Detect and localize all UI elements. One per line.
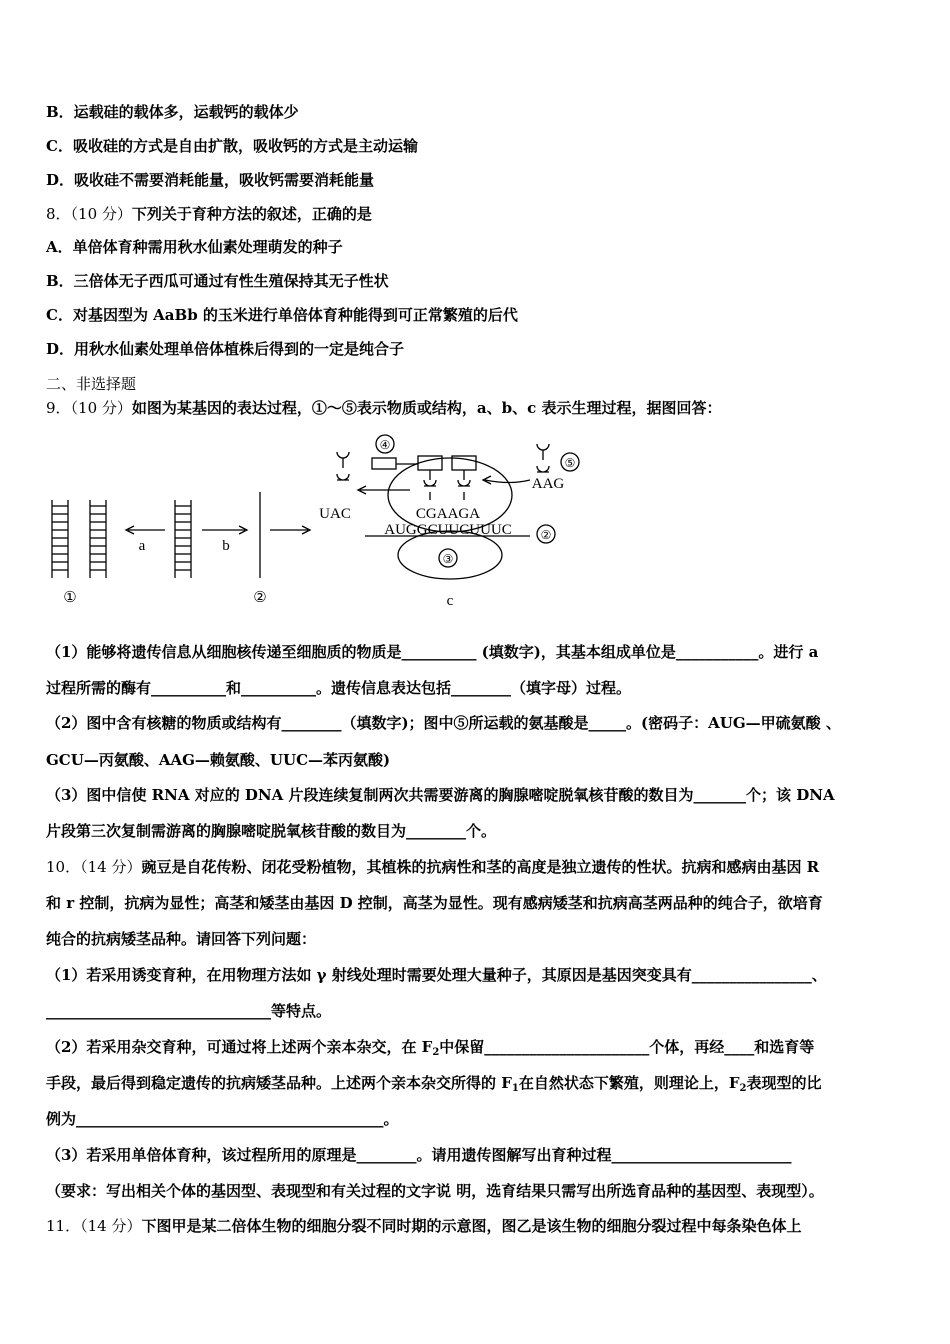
q11-stem [46, 1215, 801, 1237]
label-5: ⑤ [564, 456, 576, 470]
label-b: b [222, 538, 230, 554]
q9-part2-line2: GCU—丙氨酸、AAG—赖氨酸、UUC—苯丙氨酸) [46, 751, 391, 769]
q10-part2-line2-b: 在自然状态下繁殖，则理论上，F [518, 1074, 740, 1092]
dna-double-helix-right [90, 500, 106, 578]
anticodon-aag: AAG [531, 476, 565, 492]
trna-leaving [337, 452, 349, 480]
dna-double-helix-left [52, 500, 68, 578]
q8-stem [46, 203, 372, 225]
label-1: ① [63, 590, 77, 606]
q10-part2-line2-c: 表现型的比 [746, 1074, 822, 1092]
q10-part1-line1: （1）若采用诱变育种，在用物理方法如 γ 射线处理时需要处理大量种子，其原因是基因突变具有________________、 [46, 966, 827, 984]
q10-part2-line3: 例为_________________________________________。 [46, 1110, 399, 1128]
q7-option-c: C．吸收硅的方式是自由扩散，吸收钙的方式是主动运输 [46, 137, 418, 155]
q11-number: 11．（14 分） [46, 1217, 142, 1235]
section-heading: 二、非选择题 [46, 375, 137, 393]
q8-option-a: A．单倍体育种需用秋水仙素处理萌发的种子 [46, 238, 343, 256]
anticodon-uac: UAC [319, 506, 351, 522]
q10-stem-line1 [46, 856, 819, 878]
q8-option-c: C．对基因型为 AaBb 的玉米进行单倍体育种能得到可正常繁殖的后代 [46, 306, 518, 324]
label-c: c [446, 593, 454, 609]
q10-part2-line1-a: （2）若采用杂交育种，可通过将上述两个亲本杂交，在 F [46, 1038, 433, 1056]
q10-stem-line2: 和 r 控制，抗病为显性；高茎和矮茎由基因 D 控制，高茎为显性。现有感病矮茎和抗病高茎两品种的纯合子，欲培育 [46, 894, 823, 912]
q8-stem-text: 下列关于育种方法的叙述，正确的是 [131, 205, 372, 223]
q9-stem [46, 397, 721, 419]
q9-number: 9．（10 分） [46, 399, 132, 417]
q9-part3-line1: （3）图中信使 RNA 对应的 DNA 片段连续复制两次共需要游离的胸腺嘧啶脱氧核苷酸的数目为_______个；该 DNA [46, 786, 835, 804]
trna-anticodons: CGAAGA [415, 506, 481, 522]
q10-part2-sub-f1: 1 [511, 1083, 519, 1094]
q9-part2-line1: （2）图中含有核糖的物质或结构有________（填数字)；图中⑤所运载的氨基酸是_____。(密码子：AUG—甲硫氨酸 、 [46, 714, 841, 732]
q9-part3-line2: 片段第三次复制需游离的胸腺嘧啶脱氧核苷酸的数目为________个。 [46, 822, 497, 840]
q10-part2-line1-b: 中保留______________________个体，再经____和选育等 [439, 1038, 815, 1056]
q10-stem-text: 豌豆是自花传粉、闭花受粉植物，其植株的抗病性和茎的高度是独立遗传的性状。抗病和感病由基因 R [141, 858, 820, 876]
q10-number: 10．（14 分） [46, 858, 142, 876]
q10-part3-line1: （3）若采用单倍体育种，该过程所用的原理是________。请用遗传图解写出育种过程________________________ [46, 1146, 792, 1164]
q10-part1-line2: ______________________________等特点。 [46, 1002, 332, 1020]
q10-part2-line1 [46, 1036, 814, 1064]
label-2: ② [253, 590, 267, 606]
q9-part1-line1: （1）能够将遗传信息从细胞核传递至细胞质的物质是__________ (填数字)，其基本组成单位是___________。进行 a [46, 643, 819, 661]
q10-part2-sub-f2: 2 [432, 1047, 440, 1058]
trna-incoming [537, 444, 549, 472]
q7-option-d: D．吸收硅不需要消耗能量，吸收钙需要消耗能量 [46, 171, 375, 189]
label-a: a [138, 538, 146, 554]
gene-expression-figure [40, 430, 600, 615]
q9-part1-line2: 过程所需的酶有__________和__________。遗传信息表达包括________（填字母）过程。 [46, 679, 632, 697]
q11-stem-text: 下图甲是某二倍体生物的细胞分裂不同时期的示意图，图乙是该生物的细胞分裂过程中每条染色体上 [141, 1217, 802, 1235]
q10-part3-line2: （要求：写出相关个体的基因型、表现型和有关过程的文字说 明，选育结果只需写出所选育品种的基因型、表现型）。 [46, 1182, 824, 1200]
q10-stem-line3: 纯合的抗病矮茎品种。请回答下列问题： [46, 930, 317, 948]
q8-option-b: B．三倍体无子西瓜可通过有性生殖保持其无子性状 [46, 272, 389, 290]
dna-template [175, 500, 191, 578]
q8-number: 8．（10 分） [46, 205, 132, 223]
q8-option-d: D．用秋水仙素处理单倍体植株后得到的一定是纯合子 [46, 340, 405, 358]
label-2b: ② [540, 528, 552, 542]
q9-stem-text: 如图为某基因的表达过程，①～⑤表示物质或结构，a、b、c 表示生理过程，据图回答： [131, 399, 722, 417]
q10-part2-line2 [46, 1072, 821, 1100]
mrna-sequence: AUGGCUUCUUUC [384, 522, 512, 538]
q10-part2-sub-f2b: 2 [739, 1083, 747, 1094]
polypeptide-box [372, 458, 396, 469]
q7-option-b: B．运载硅的载体多，运载钙的载体少 [46, 103, 299, 121]
q10-part2-line2-a: 手段，最后得到稳定遗传的抗病矮茎品种。上述两个亲本杂交所得的 F [46, 1074, 512, 1092]
label-3: ③ [442, 552, 454, 566]
label-4: ④ [379, 438, 391, 452]
